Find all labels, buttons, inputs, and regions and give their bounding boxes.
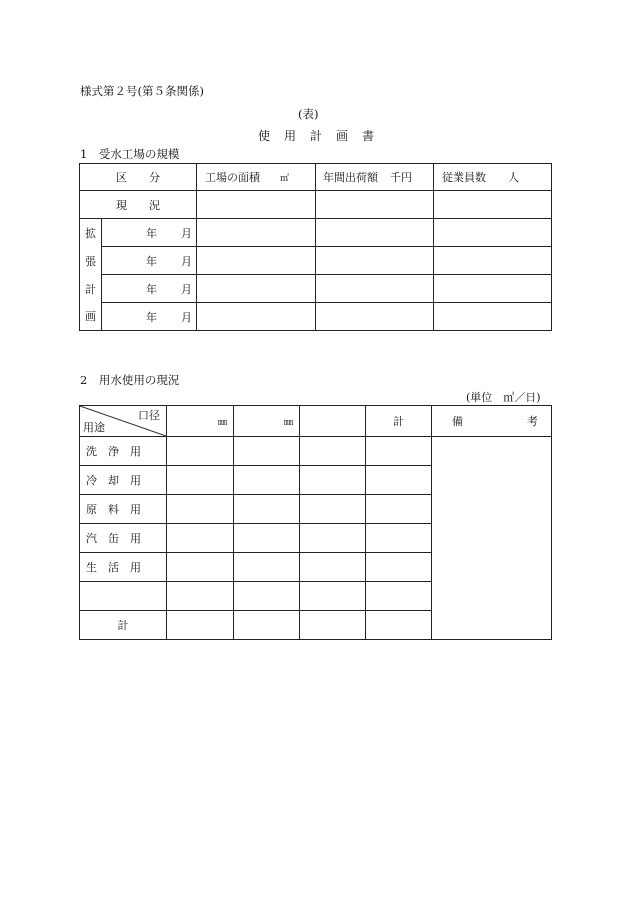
year-month-cell: 年 月 xyxy=(102,219,197,247)
cell xyxy=(167,495,234,524)
corner-top-label: 口径 xyxy=(138,409,160,422)
cell xyxy=(366,495,432,524)
cell-employees xyxy=(434,219,552,247)
form-number: 様式第２号(第５条関係) xyxy=(80,84,204,98)
unit-note: (単位 ㎥／日) xyxy=(466,391,541,404)
cell-current-employees xyxy=(434,191,552,219)
expansion-char: 張 xyxy=(80,247,102,275)
document-title: 使 用 計 画 書 xyxy=(258,129,376,143)
expansion-char: 画 xyxy=(80,303,102,331)
header-remarks: 備 考 xyxy=(432,406,552,437)
cell xyxy=(366,611,432,640)
cell xyxy=(366,466,432,495)
remarks-area xyxy=(432,437,552,640)
cell-area xyxy=(197,275,316,303)
use-label: 洗 浄 用 xyxy=(80,437,167,466)
use-label: 汽 缶 用 xyxy=(80,524,167,553)
cell-employees xyxy=(434,247,552,275)
cell xyxy=(366,524,432,553)
header-category: 区 分 xyxy=(80,164,197,191)
cell xyxy=(300,582,366,611)
header-blank xyxy=(300,406,366,437)
section2-heading: 2 用水使用の現況 xyxy=(80,373,180,387)
expansion-char: 拡 xyxy=(80,219,102,247)
water-usage-table xyxy=(79,405,552,640)
cell-shipments xyxy=(316,247,434,275)
cell xyxy=(234,524,300,553)
use-label-blank xyxy=(80,582,167,611)
cell xyxy=(167,466,234,495)
total-row-label: 計 xyxy=(80,611,167,640)
cell-current-shipments xyxy=(316,191,434,219)
cell xyxy=(167,611,234,640)
header-factory-area: 工場の面積 ㎡ xyxy=(197,164,316,191)
year-month-cell: 年 月 xyxy=(102,303,197,331)
use-label: 生 活 用 xyxy=(80,553,167,582)
cell-shipments xyxy=(316,219,434,247)
header-employees: 従業員数 人 xyxy=(434,164,552,191)
cell-area xyxy=(197,303,316,331)
year-month-cell: 年 月 xyxy=(102,275,197,303)
header-total: 計 xyxy=(366,406,432,437)
header-mm-2: ㎜ xyxy=(234,406,300,437)
cell-shipments xyxy=(316,275,434,303)
cell xyxy=(234,495,300,524)
row-current-label: 現 況 xyxy=(80,191,197,219)
front-side-label: (表) xyxy=(298,107,319,121)
cell-employees xyxy=(434,275,552,303)
cell xyxy=(234,466,300,495)
cell xyxy=(167,553,234,582)
cell-shipments xyxy=(316,303,434,331)
section1-heading: 1 受水工場の規模 xyxy=(80,147,180,161)
cell xyxy=(366,437,432,466)
cell xyxy=(300,611,366,640)
year-month-cell: 年 月 xyxy=(102,247,197,275)
corner-header xyxy=(80,406,167,437)
cell xyxy=(300,437,366,466)
cell xyxy=(234,611,300,640)
cell xyxy=(167,524,234,553)
expansion-char: 計 xyxy=(80,275,102,303)
use-label: 冷 却 用 xyxy=(80,466,167,495)
corner-bottom-label: 用途 xyxy=(83,421,105,434)
cell xyxy=(366,582,432,611)
cell xyxy=(300,553,366,582)
cell-area xyxy=(197,219,316,247)
header-mm-1: ㎜ xyxy=(167,406,234,437)
cell xyxy=(167,437,234,466)
cell xyxy=(234,553,300,582)
cell xyxy=(300,524,366,553)
cell-employees xyxy=(434,303,552,331)
cell xyxy=(300,466,366,495)
cell xyxy=(366,553,432,582)
cell-area xyxy=(197,247,316,275)
header-annual-shipments: 年間出荷額 千円 xyxy=(316,164,434,191)
cell xyxy=(234,582,300,611)
cell-current-area xyxy=(197,191,316,219)
cell xyxy=(167,582,234,611)
use-label: 原 料 用 xyxy=(80,495,167,524)
cell xyxy=(300,495,366,524)
cell xyxy=(234,437,300,466)
factory-scale-table xyxy=(79,163,552,331)
